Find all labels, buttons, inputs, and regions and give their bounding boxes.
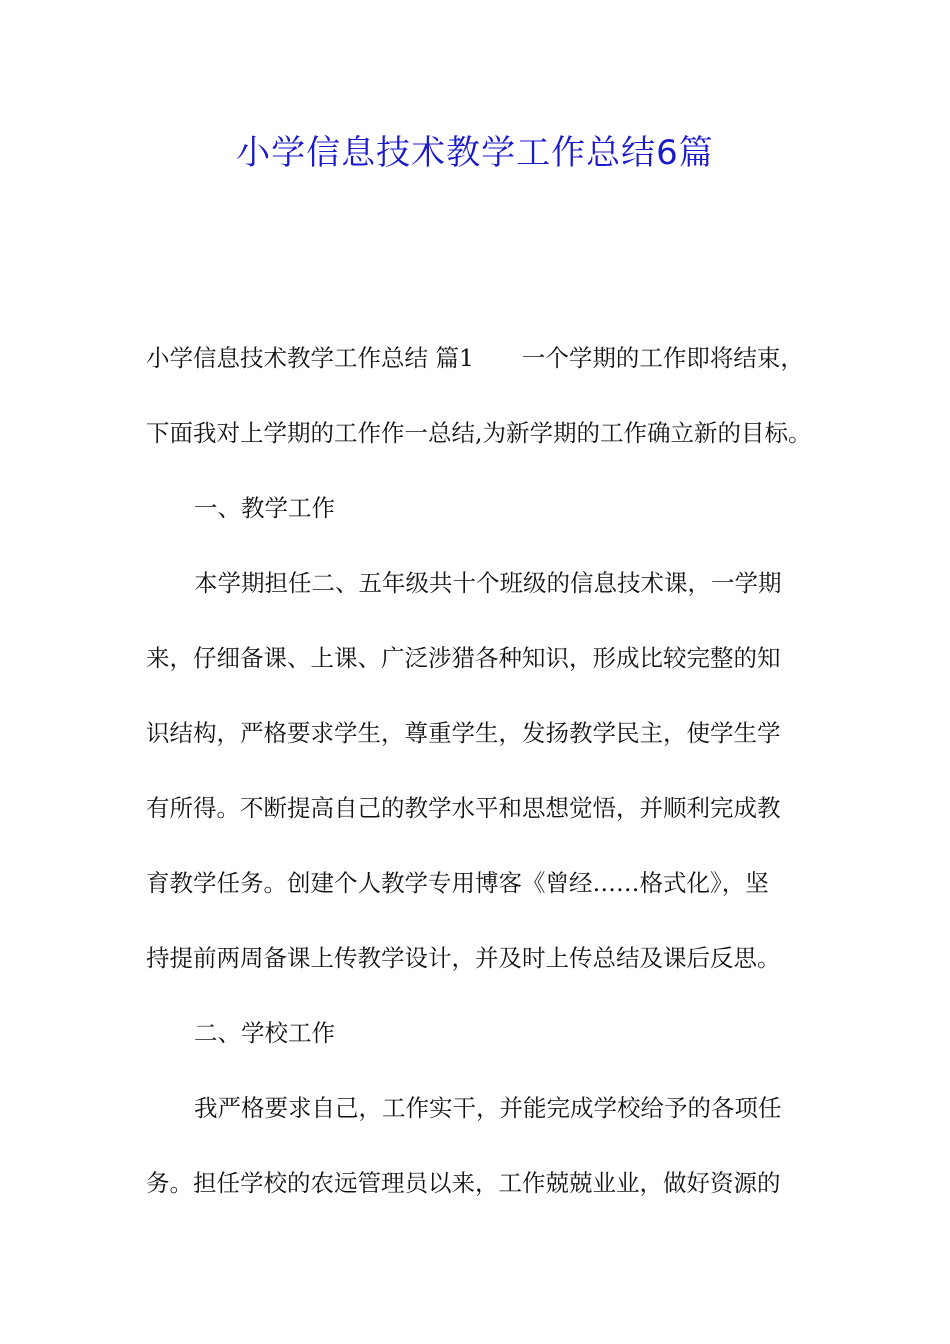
para1-heading: 小学信息技术教学工作总结 篇1 <box>146 344 474 372</box>
section1-line: 本学期担任二、五年级共十个班级的信息技术课，一学期 <box>194 569 782 597</box>
para1-line2: 下面我对上学期的工作作一总结,为新学期的工作确立新的目标。 <box>146 419 812 447</box>
section2-line: 务。担任学校的农远管理员以来，工作兢兢业业，做好资源的 <box>146 1169 781 1197</box>
section1-line: 有所得。不断提高自己的教学水平和思想觉悟，并顺利完成教 <box>146 794 781 822</box>
section1-line: 育教学任务。创建个人教学专用博客《曾经……格式化》，坚 <box>146 869 769 897</box>
section2-heading: 二、学校工作 <box>194 1019 335 1047</box>
section1-line: 来，仔细备课、上课、广泛涉猎各种知识，形成比较完整的知 <box>146 644 781 672</box>
para1-line1 <box>146 340 826 376</box>
section1-line: 持提前两周备课上传教学设计，并及时上传总结及课后反思。 <box>146 944 781 972</box>
section1-heading: 一、教学工作 <box>194 494 335 522</box>
document-title: 小学信息技术教学工作总结6篇 <box>236 133 714 173</box>
section2-line: 我严格要求自己，工作实干，并能完成学校给予的各项任 <box>194 1094 782 1122</box>
section1-line: 识结构，严格要求学生，尊重学生，发扬教学民主，使学生学 <box>146 719 781 747</box>
para1-line1-rest: 一个学期的工作即将结束， <box>521 344 804 372</box>
